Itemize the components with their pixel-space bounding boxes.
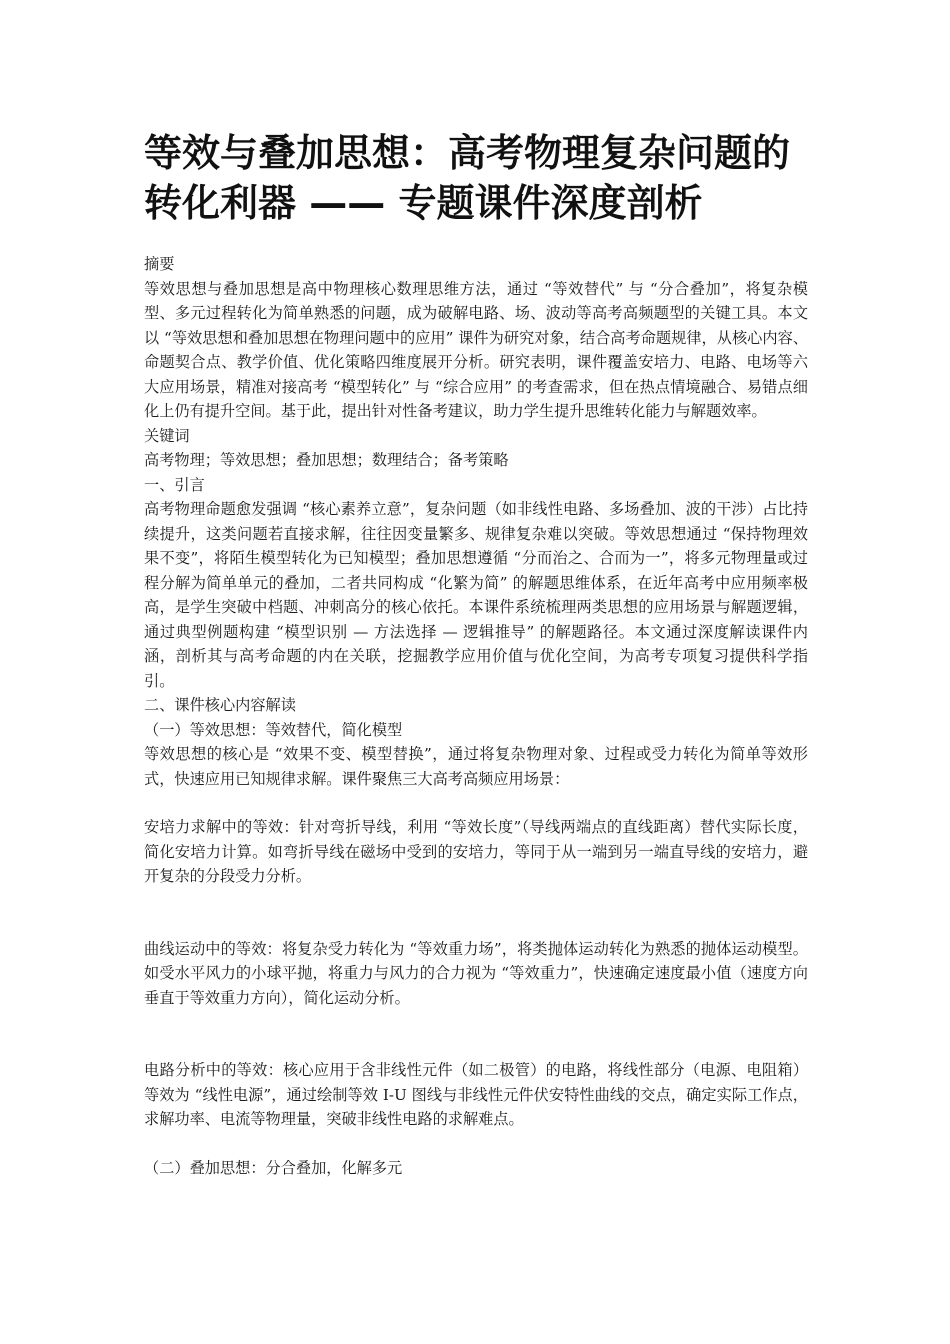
document-page <box>144 128 808 1180</box>
equivalence-item-circuit: 电路分析中的等效：核心应用于含非线性元件（如二极管）的电路，将线性部分（电源、电阻箱）等效为 “线性电源”，通过绘制等效 I-U 图线与非线性元件伏安特性曲线的交点，确定实际工作点，求解功率、电流等物理量，突破非线性电路的求解难点。 <box>144 1061 808 1128</box>
keywords-text: 高考物理；等效思想；叠加思想；数理结合；备考策略 <box>144 451 509 469</box>
spacer <box>144 1132 808 1156</box>
spacer <box>144 889 808 937</box>
keywords-heading: 关键词 <box>144 426 190 445</box>
section2-heading: 二、课件核心内容解读 <box>144 696 296 714</box>
section2-sub2-heading: （二）叠加思想：分合叠加，化解多元 <box>144 1158 403 1177</box>
abstract-text: 等效思想与叠加思想是高中物理核心数理思维方法，通过 “等效替代” 与 “分合叠加”，将复杂模型、多元过程转化为简单熟悉的问题，成为破解电路、场、波动等高考高频题型的关键工具。本文以 “等效思想和叠加思想在物理问题中的应用” 课件为研究对象，结合高考命题规律，从核心内容、命题契合点、教学价值、优化策略四维度展开分析。研究表明，课件覆盖安培力、电路、电场等六大应用场景，精准对接高考 “模型转化” 与 “综合应用” 的考查需求，但在热点情境融合、易错点细化上仍有提升空间。基于此，提出针对性备考建议，助力学生提升思维转化能力与解题效率。 <box>144 279 808 420</box>
equivalence-item-ampere: 安培力求解中的等效：针对弯折导线，利用 “等效长度”（导线两端点的直线距离）替代实际长度，简化安培力计算。如弯折导线在磁场中受到的安培力，等同于从一端到另一端直导线的安培力，避开复杂的分段受力分析。 <box>144 818 808 885</box>
spacer <box>144 791 808 815</box>
equivalence-item-curve-motion: 曲线运动中的等效：将复杂受力转化为 “等效重力场”，将类抛体运动转化为熟悉的抛体运动模型。如受水平风力的小球平抛，将重力与风力的合力视为 “等效重力”，快速确定速度最小值（速度方向垂直于等效重力方向），简化运动分析。 <box>144 939 808 1007</box>
section2-sub1-heading: （一）等效思想：等效替代，简化模型 <box>144 720 403 739</box>
spacer <box>144 1010 808 1058</box>
intro-heading: 一、引言 <box>144 475 205 494</box>
abstract-heading: 摘要 <box>144 255 175 273</box>
intro-text: 高考物理命题愈发强调 “核心素养立意”，复杂问题（如非线性电路、多场叠加、波的干涉）占比持续提升，这类问题若直接求解，往往因变量繁多、规律复杂难以突破。等效思想通过 “保持物理效果不变”，将陌生模型转化为已知模型；叠加思想遵循 “分而治之、合而为一”，将多元物理量或过程分解为简单单元的叠加，二者共同构成 “化繁为简” 的解题思维体系，在近年高考中应用频率极高，是学生突破中档题、冲刺高分的核心依托。本课件系统梳理两类思想的应用场景与解题逻辑，通过典型例题构建 “模型识别 — 方法选择 — 逻辑推导” 的解题路径。本文通过深度解读课件内涵，剖析其与高考命题的内在关联，挖掘教学应用价值与优化空间，为高考专项复习提供科学指引。 <box>144 500 808 690</box>
section2-sub1-intro: 等效思想的核心是 “效果不变、模型替换”，通过将复杂物理对象、过程或受力转化为简单等效形式，快速应用已知规律求解。课件聚焦三大高考高频应用场景： <box>144 745 808 788</box>
document-title: 等效与叠加思想：高考物理复杂问题的转化利器 —— 专题课件深度剖析 <box>144 131 791 225</box>
